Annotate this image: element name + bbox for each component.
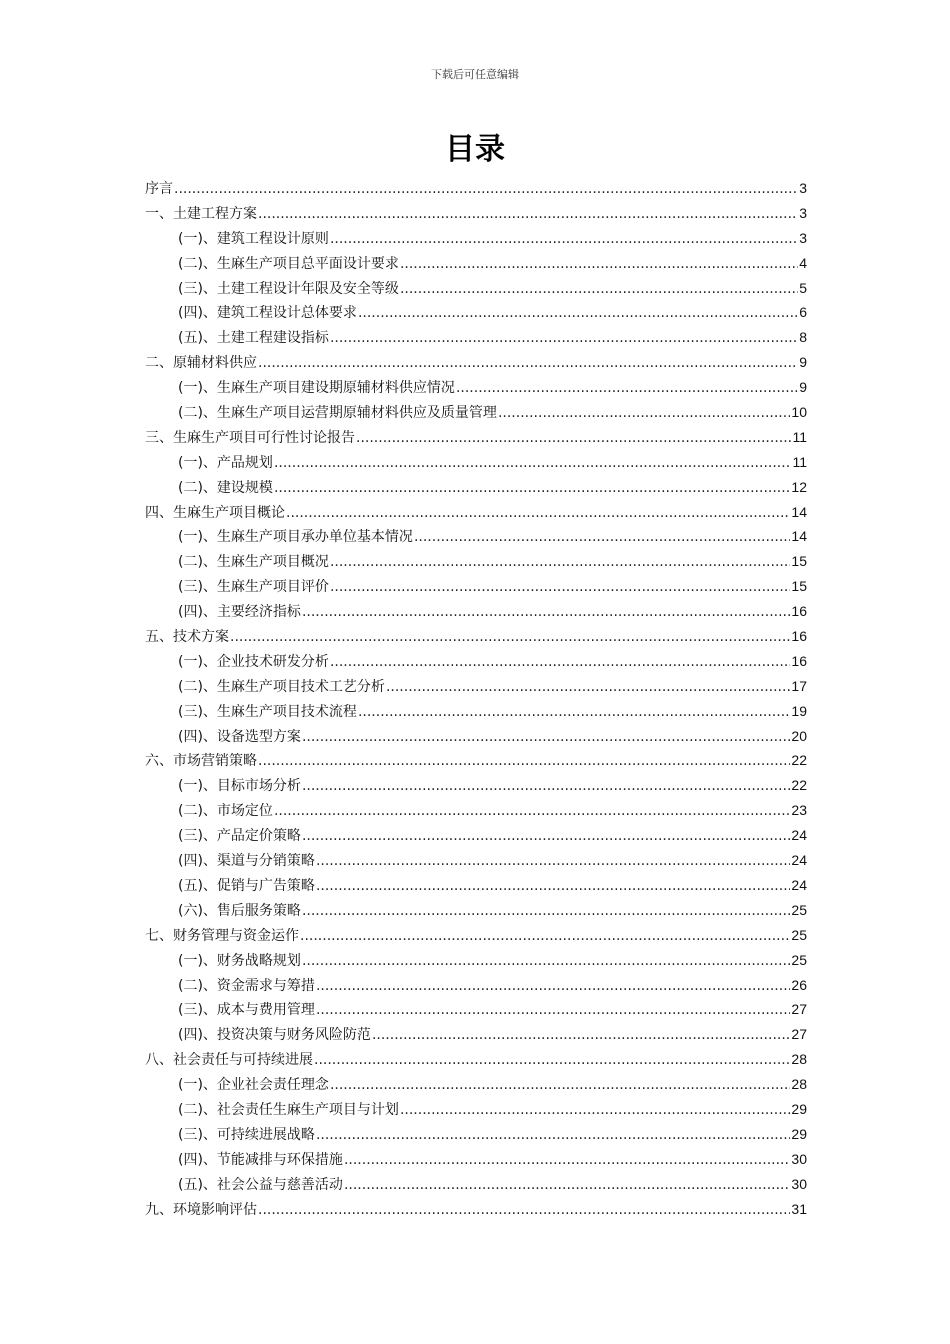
toc-entry[interactable]: [145, 251, 807, 276]
dot-leader: [316, 974, 790, 999]
toc-entry-page: 24: [791, 827, 807, 844]
toc-entry-label: (四)、渠道与分销策略: [178, 853, 315, 870]
dot-leader: [258, 1198, 790, 1223]
toc-entry[interactable]: [145, 1022, 807, 1047]
toc-entry-label: (三)、土建工程设计年限及安全等级: [178, 280, 399, 297]
toc-entry[interactable]: [145, 773, 807, 798]
toc-entry[interactable]: [145, 276, 807, 301]
toc-entry-label: (四)、设备选型方案: [178, 728, 301, 745]
toc-entry[interactable]: [145, 1172, 807, 1197]
toc-entry-page: 16: [791, 652, 807, 669]
toc-entry-page: 28: [791, 1076, 807, 1093]
toc-entry-page: 24: [791, 876, 807, 893]
toc-entry-page: 16: [791, 603, 807, 620]
dot-leader: [372, 1023, 790, 1048]
toc-entry[interactable]: [145, 201, 807, 226]
toc-entry-label: (一)、生麻生产项目建设期原辅材料供应情况: [178, 380, 455, 397]
toc-entry-page: 27: [791, 1026, 807, 1043]
toc-entry-page: 20: [791, 727, 807, 744]
toc-entry[interactable]: [145, 300, 807, 325]
toc-entry-page: 14: [791, 528, 807, 545]
table-of-contents: [145, 176, 807, 1221]
toc-entry-page: 9: [799, 354, 807, 371]
toc-entry[interactable]: [145, 1047, 807, 1072]
toc-entry-label: 三、生麻生产项目可行性讨论报告: [145, 429, 355, 446]
dot-leader: [356, 426, 791, 451]
toc-entry[interactable]: [145, 923, 807, 948]
toc-entry[interactable]: [145, 226, 807, 251]
dot-leader: [230, 625, 790, 650]
toc-entry-page: 6: [799, 304, 807, 321]
dot-leader: [400, 277, 798, 302]
toc-entry-label: (二)、市场定位: [178, 803, 273, 820]
dot-leader: [400, 252, 798, 277]
dot-leader: [316, 998, 790, 1023]
toc-entry-label: 序言: [145, 181, 173, 197]
dot-leader: [414, 525, 790, 550]
dot-leader: [302, 824, 790, 849]
toc-entry-label: (五)、促销与广告策略: [178, 877, 315, 894]
page-header: 下载后可任意编辑: [431, 68, 519, 81]
toc-entry[interactable]: [145, 1122, 807, 1147]
toc-entry[interactable]: [145, 325, 807, 350]
toc-entry[interactable]: [145, 973, 807, 998]
toc-entry-label: (一)、目标市场分析: [178, 778, 301, 795]
toc-entry[interactable]: [145, 1197, 807, 1222]
toc-entry[interactable]: [145, 549, 807, 574]
toc-entry[interactable]: [145, 699, 807, 724]
toc-entry[interactable]: [145, 748, 807, 773]
toc-entry-label: (二)、资金需求与筹措: [178, 977, 315, 994]
toc-entry[interactable]: [145, 798, 807, 823]
toc-entry[interactable]: [145, 176, 807, 201]
toc-entry[interactable]: [145, 724, 807, 749]
toc-entry[interactable]: [145, 997, 807, 1022]
toc-entry-page: 24: [791, 852, 807, 869]
toc-entry-page: 3: [799, 180, 807, 196]
toc-title: 目录: [445, 132, 505, 167]
dot-leader: [330, 650, 790, 675]
dot-leader: [344, 1173, 790, 1198]
toc-entry-label: (四)、主要经济指标: [178, 604, 301, 621]
toc-entry[interactable]: [145, 350, 807, 375]
toc-entry-page: 11: [792, 428, 807, 445]
dot-leader: [330, 1073, 790, 1098]
toc-entry[interactable]: [145, 624, 807, 649]
toc-entry-label: 一、土建工程方案: [145, 205, 257, 222]
toc-entry-label: (五)、土建工程建设指标: [178, 330, 329, 347]
toc-entry-label: (三)、可持续进展战略: [178, 1126, 315, 1143]
toc-entry-label: (三)、成本与费用管理: [178, 1002, 315, 1019]
toc-entry-label: (三)、生麻生产项目技术流程: [178, 703, 357, 720]
dot-leader: [316, 1123, 790, 1148]
toc-entry-page: 11: [792, 453, 807, 470]
toc-entry-label: (二)、生麻生产项目概况: [178, 554, 329, 571]
toc-entry-page: 22: [791, 777, 807, 794]
toc-entry-page: 16: [791, 628, 807, 645]
dot-leader: [274, 799, 790, 824]
toc-entry-page: 17: [791, 677, 807, 694]
toc-entry-label: 九、环境影响评估: [145, 1201, 257, 1218]
dot-leader: [330, 575, 790, 600]
toc-entry-label: (五)、社会公益与慈善活动: [178, 1176, 343, 1193]
toc-entry-page: 8: [799, 329, 807, 346]
toc-entry[interactable]: [145, 649, 807, 674]
toc-entry-label: (二)、社会责任生麻生产项目与计划: [178, 1101, 399, 1118]
toc-entry[interactable]: [145, 948, 807, 973]
toc-entry-label: (一)、企业技术研发分析: [178, 653, 329, 670]
toc-entry-page: 5: [799, 279, 807, 296]
toc-entry-page: 28: [791, 1051, 807, 1068]
dot-leader: [330, 326, 798, 351]
toc-entry[interactable]: [145, 898, 807, 923]
toc-entry-label: 六、市场营销策略: [145, 753, 257, 770]
dot-leader: [400, 1098, 790, 1123]
toc-entry-label: (三)、产品定价策略: [178, 828, 301, 845]
dot-leader: [274, 451, 792, 476]
toc-entry-page: 19: [791, 702, 807, 719]
dot-leader: [456, 376, 798, 401]
toc-entry-page: 25: [791, 926, 807, 943]
dot-leader: [300, 924, 790, 949]
toc-entry[interactable]: [145, 873, 807, 898]
toc-entry-page: 31: [791, 1200, 807, 1217]
toc-entry-page: 10: [791, 404, 807, 421]
toc-entry-page: 27: [791, 1001, 807, 1018]
toc-entry-page: 9: [799, 379, 807, 396]
toc-entry-page: 30: [791, 1175, 807, 1192]
toc-entry-page: 4: [799, 254, 807, 271]
toc-entry-label: (四)、投资决策与财务风险防范: [178, 1027, 371, 1044]
toc-entry-label: 五、技术方案: [145, 629, 229, 646]
toc-entry[interactable]: [145, 674, 807, 699]
dot-leader: [498, 401, 790, 426]
toc-entry-page: 12: [791, 478, 807, 495]
toc-entry[interactable]: [145, 425, 807, 450]
toc-entry[interactable]: [145, 524, 807, 549]
toc-entry[interactable]: [145, 574, 807, 599]
toc-entry-page: 29: [791, 1125, 807, 1142]
toc-entry[interactable]: [145, 823, 807, 848]
dot-leader: [386, 675, 790, 700]
toc-entry-label: (二)、生麻生产项目技术工艺分析: [178, 678, 385, 695]
dot-leader: [274, 476, 790, 501]
dot-leader: [316, 849, 790, 874]
toc-entry-page: 14: [791, 503, 807, 520]
dot-leader: [258, 351, 798, 376]
toc-entry-label: 二、原辅材料供应: [145, 355, 257, 372]
toc-entry-label: (二)、建设规模: [178, 479, 273, 496]
toc-entry-page: 3: [799, 229, 807, 246]
toc-entry[interactable]: [145, 1072, 807, 1097]
toc-entry-page: 25: [791, 901, 807, 918]
dot-leader: [258, 749, 790, 774]
toc-entry-label: (一)、生麻生产项目承办单位基本情况: [178, 529, 413, 546]
toc-entry[interactable]: [145, 450, 807, 475]
toc-entry-page: 29: [791, 1100, 807, 1117]
dot-leader: [302, 600, 790, 625]
toc-entry-label: (二)、生麻生产项目运营期原辅材料供应及质量管理: [178, 405, 497, 422]
dot-leader: [358, 301, 798, 326]
toc-entry-label: (四)、建筑工程设计总体要求: [178, 305, 357, 322]
dot-leader: [316, 874, 790, 899]
toc-entry[interactable]: [145, 599, 807, 624]
toc-entry-page: 15: [791, 553, 807, 570]
toc-entry-label: (四)、节能减排与环保措施: [178, 1151, 343, 1168]
toc-entry[interactable]: [145, 475, 807, 500]
toc-entry[interactable]: [145, 848, 807, 873]
toc-entry-label: (二)、生麻生产项目总平面设计要求: [178, 255, 399, 272]
toc-entry-label: (一)、财务战略规划: [178, 952, 301, 969]
toc-entry-page: 15: [791, 578, 807, 595]
toc-entry[interactable]: [145, 1097, 807, 1122]
dot-leader: [286, 501, 790, 526]
dot-leader: [344, 1148, 790, 1173]
toc-entry-label: (一)、企业社会责任理念: [178, 1077, 329, 1094]
dot-leader: [302, 774, 790, 799]
toc-entry-page: 22: [791, 752, 807, 769]
toc-entry-label: (一)、产品规划: [178, 454, 273, 471]
toc-entry-label: (三)、生麻生产项目评价: [178, 579, 329, 596]
toc-entry-page: 23: [791, 802, 807, 819]
dot-leader: [258, 202, 798, 227]
toc-entry-page: 30: [791, 1150, 807, 1167]
toc-entry-page: 3: [799, 204, 807, 221]
toc-entry-label: (六)、售后服务策略: [178, 902, 301, 919]
toc-entry-label: 四、生麻生产项目概论: [145, 504, 285, 521]
dot-leader: [330, 550, 790, 575]
toc-entry-label: 七、财务管理与资金运作: [145, 927, 299, 944]
toc-entry-label: 八、社会责任与可持续进展: [145, 1052, 313, 1069]
dot-leader: [314, 1048, 790, 1073]
toc-entry-page: 26: [791, 976, 807, 993]
toc-entry-label: (一)、建筑工程设计原则: [178, 230, 329, 247]
dot-leader: [358, 700, 790, 725]
toc-entry[interactable]: [145, 1147, 807, 1172]
dot-leader: [174, 177, 798, 202]
toc-entry[interactable]: [145, 500, 807, 525]
toc-entry[interactable]: [145, 375, 807, 400]
toc-entry-page: 25: [791, 951, 807, 968]
dot-leader: [302, 899, 790, 924]
dot-leader: [302, 949, 790, 974]
toc-entry[interactable]: [145, 400, 807, 425]
dot-leader: [302, 725, 790, 750]
dot-leader: [330, 227, 798, 252]
